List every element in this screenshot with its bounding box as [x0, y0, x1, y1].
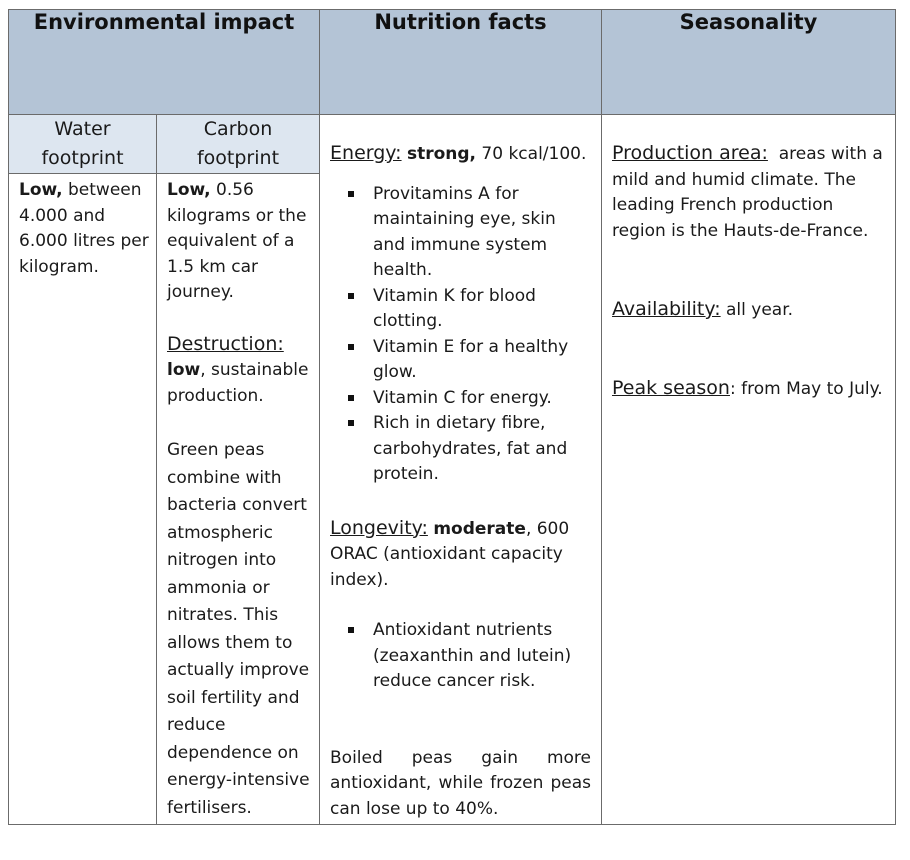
peak-season — [612, 376, 885, 403]
antioxidant-list — [330, 618, 591, 695]
carbon-level: Low, — [167, 180, 211, 200]
availability-text: all year. — [726, 300, 794, 320]
production-area — [612, 141, 885, 244]
vitamin-list — [330, 182, 591, 488]
destruction-text: , sustainable production. — [167, 360, 309, 406]
water-footprint-cell — [9, 174, 157, 825]
carbon-footprint-cell — [157, 174, 320, 825]
energy-level: strong, — [406, 144, 477, 164]
list-item: Provitamins A for maintaining eye, skin and immune system health. — [348, 182, 591, 284]
water-text: between 4.000 and 6.000 litres per kilogram. — [19, 180, 149, 277]
subheader-water-line1: Water — [54, 118, 111, 140]
peak-season-text: : from May to July. — [729, 378, 883, 399]
header-seasonality: Seasonality — [602, 10, 896, 115]
list-item: Vitamin K for blood clotting. — [348, 284, 591, 335]
energy-line — [330, 141, 591, 168]
list-item: Antioxidant nutrients (zeaxanthin and lutein) reduce cancer risk. — [348, 618, 591, 695]
subheader-carbon-line2: footprint — [196, 147, 280, 169]
longevity-line — [330, 516, 591, 594]
nitrogen-fixation-note: Green peas combine with bacteria convert atmospheric nitrogen into ammonia or nitrates. This allows them to actually improve soil fertility and reduce dependence on energy-intensive fertilisers. — [167, 440, 310, 818]
header-row — [9, 10, 896, 115]
pea-info-table — [8, 9, 896, 825]
destruction-block — [167, 332, 313, 410]
longevity-value: , 600 ORAC (antioxidant capacity index). — [330, 518, 570, 590]
energy-value: 70 kcal/100. — [476, 144, 587, 164]
production-area-label: Production area: — [612, 142, 768, 164]
destruction-level: low — [167, 360, 201, 380]
availability — [612, 297, 885, 324]
header-nutrition-facts: Nutrition facts — [320, 10, 602, 115]
subheader-carbon-footprint — [157, 115, 320, 174]
boiled-peas-note: Boiled peas gain more antioxidant, while frozen peas can lose up to 40%. — [330, 747, 592, 819]
list-item: Vitamin C for energy. — [348, 386, 591, 412]
list-item: Rich in dietary fibre, carbohydrates, fat and protein. — [348, 411, 591, 488]
carbon-summary — [167, 178, 313, 306]
peak-season-label: Peak season — [612, 376, 730, 399]
subheader-carbon-line1: Carbon — [203, 118, 273, 140]
header-environmental-impact: Environmental impact — [9, 10, 320, 115]
subheader-water-line2: footprint — [41, 147, 124, 169]
subheader-row — [9, 115, 896, 174]
production-area-text: areas with a mild and humid climate. The leading French production region is the Hauts-de-France. — [612, 144, 883, 241]
nutrition-cell — [320, 115, 602, 825]
energy-label: Energy: — [330, 142, 402, 164]
longevity-level: moderate — [433, 518, 526, 539]
water-level: Low, — [19, 180, 63, 200]
list-item: Vitamin E for a healthy glow. — [348, 335, 591, 386]
subheader-water-footprint — [9, 115, 157, 174]
carbon-text: 0.56 kilograms or the equivalent of a 1.5 km car journey. — [167, 180, 307, 302]
longevity-label: Longevity: — [330, 516, 428, 539]
seasonality-cell — [602, 115, 896, 825]
availability-label: Availability: — [612, 298, 721, 320]
destruction-label: Destruction: — [167, 332, 284, 355]
